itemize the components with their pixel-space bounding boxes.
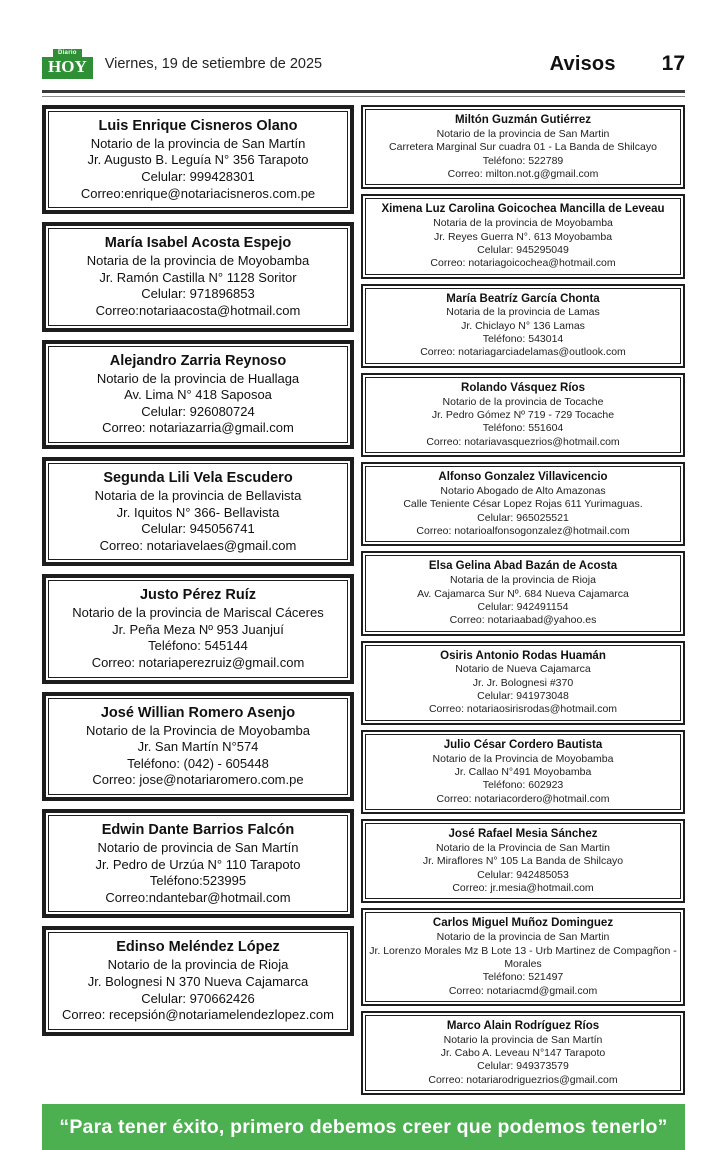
notice-line: Celular: 926080724 [141,403,255,419]
notice-line: Celular: 945295049 [477,243,569,256]
notice-line: Notario de la provincia de San Martin [436,931,610,944]
notary-notice-box [361,1011,685,1095]
notice-content [48,932,348,1029]
notice-content [48,228,348,325]
notice-line: Notario de la provincia de San Martin [436,127,610,140]
notice-content [48,698,348,795]
notice-line: Celular: 942491154 [477,600,569,613]
page-number: 17 [661,52,685,75]
header-rule [42,90,685,97]
notice-content [365,823,681,899]
notice-line: Notario Abogado de Alto Amazonas [440,484,606,497]
notice-line: Notario de la provincia de San Martín [90,135,306,151]
notice-line: Teléfono:523995 [149,873,247,889]
notary-name: María Isabel Acosta Espejo [104,235,292,252]
notice-line: Jr. Pedro de Urzúa N° 110 Tarapoto [95,856,301,872]
notice-line: Correo: milton.not.g@gmail.com [447,167,599,180]
notary-notice-box [42,926,354,1035]
notice-content [365,645,681,721]
notary-notice-box [361,730,685,814]
notary-notice-box [42,340,354,449]
notice-content [365,555,681,631]
notice-line: Notario de la Provincia de Moyobamba [85,722,310,738]
notary-name: Ximena Luz Carolina Goicochea Mancilla de Leveau [381,203,665,216]
notary-name: José Willian Romero Asenjo [100,704,296,721]
notices-area [42,105,685,1095]
notice-line: Notario de Nueva Cajamarca [455,663,591,676]
notary-name: Segunda Lili Vela Escudero [103,470,293,487]
notice-line: Jr. Jr. Bolognesi #370 [472,676,574,689]
notice-line: Jr. Bolognesi N 370 Nueva Cajamarca [87,973,309,989]
notary-name: Alejandro Zarria Reynoso [109,352,287,369]
notice-line: Teléfono: (042) - 605448 [127,755,269,771]
notice-content [365,734,681,810]
notice-line: Jr. Cabo A. Leveau N°147 Tarapoto [440,1047,606,1060]
edition-date: Viernes, 19 de setiembre de 2025 [104,56,323,72]
notice-line: Correo: notariagoicochea@hotmail.com [430,257,616,270]
masthead [42,44,685,84]
notice-line: Notario la provincia de San Martín [443,1033,603,1046]
logo-hoy-label: HOY [42,57,93,79]
notary-name: Elsa Gelina Abad Bazán de Acosta [428,560,618,573]
notary-name: Alfonso Gonzalez Villavicencio [438,471,608,483]
notice-line: Correo: notariarodriguezrios@gmail.com [428,1073,618,1086]
notice-line: Celular: 942485053 [477,868,569,881]
notice-line: Teléfono: 545144 [148,638,248,654]
notice-line: Correo: jose@notariaromero.com.pe [92,772,304,788]
notary-name: Edinso Meléndez López [116,939,280,956]
notary-notice-box [361,819,685,903]
notice-line: Notaria de la provincia de Bellavista [94,487,302,503]
notice-line: Correo: notarioalfonsogonzalez@hotmail.com [416,524,630,537]
notary-notice-box [361,551,685,635]
notary-name: Luis Enrique Cisneros Olano [98,118,298,134]
notice-line: Correo:ndantebar@hotmail.com [105,889,291,905]
notary-notice-box [42,457,354,566]
notary-notice-box [361,908,685,1006]
notice-line: Jr. Chiclayo N° 136 Lamas [461,319,585,332]
notice-line: Carretera Marginal Sur cuadra 01 - La Banda de Shilcayo [389,141,657,154]
notice-content [48,346,348,443]
notice-line: Notario de la Provincia de San Martin [436,841,610,854]
notary-notice-box [361,194,685,278]
notary-notice-box [42,222,354,331]
notice-content [365,198,681,274]
notice-line: Jr. Miraflores N° 105 La Banda de Shilcayo [422,855,624,868]
notice-line: Correo: notariacmd@gmail.com [448,984,598,997]
notice-line: Correo: notariagarciadelamas@outlook.com [420,346,626,359]
notice-content [365,1015,681,1091]
notice-content [48,815,348,912]
left-column [42,105,354,1036]
notice-content [365,466,681,542]
notice-line: Correo: notariaosirisrodas@hotmail.com [428,703,618,716]
notice-line: Correo: notariaabad@yahoo.es [449,614,597,627]
notary-name: Marco Alain Rodríguez Ríos [446,1019,600,1032]
notice-line: Notario de la provincia de Tocache [442,395,604,408]
notice-content [365,288,681,364]
notice-line: Jr. Peña Meza Nº 953 Juanjuí [112,621,284,637]
notice-line: Teléfono: 522789 [482,154,564,167]
notice-line: Teléfono: 543014 [482,333,564,346]
notice-line: Teléfono: 551604 [482,422,564,435]
notice-line: Celular: 949373579 [477,1060,569,1073]
notary-name: Edwin Dante Barrios Falcón [101,822,295,839]
notice-line: Notaria de la provincia de Lamas [446,306,600,319]
notice-line: Celular: 999428301 [141,169,255,185]
notary-name: Julio César Cordero Bautista [443,738,603,751]
notice-line: Correo: notariavelaes@gmail.com [99,537,297,553]
notary-name: Rolando Vásquez Ríos [461,381,585,394]
notice-line: Correo: notariacordero@hotmail.com [436,792,610,805]
notice-line: Jr. Augusto B. Leguía N° 356 Tarapoto [87,152,309,168]
notice-line: Correo: jr.mesia@hotmail.com [452,881,594,894]
notice-content [365,377,681,453]
notice-content [48,580,348,677]
notice-line: Av. Cajamarca Sur Nº. 684 Nueva Cajamarca [417,587,629,600]
right-column [361,105,685,1095]
notary-notice-box [42,809,354,918]
notice-line: Jr. Pedro Gómez Nº 719 - 729 Tocache [431,409,615,422]
notice-line: Teléfono: 521497 [482,971,564,984]
notice-line: Jr. Reyes Guerra N°. 613 Moyobamba [433,230,613,243]
notice-line: Celular: 965025521 [477,511,569,524]
notary-notice-box [361,373,685,457]
notice-line: Notario de la provincia de Huallaga [96,370,300,386]
notice-line: Jr. Iquitos N° 366- Bellavista [116,504,280,520]
logo-diario-label: Diario [53,49,82,57]
notice-line: Correo: recepsión@notariamelendezlopez.com [62,1007,334,1023]
masthead-right [550,52,685,76]
notary-name: Justo Pérez Ruíz [139,587,257,604]
notice-content [48,463,348,560]
notice-line: Notaria de la provincia de Moyobamba [86,253,310,269]
notice-line: Calle Teniente César Lopez Rojas 611 Yurimaguas. [403,498,643,511]
notice-line: Notario de la Provincia de Moyobamba [432,752,614,765]
notice-content [365,109,681,185]
notice-line: Celular: 971896853 [141,286,255,302]
notary-notice-box [361,105,685,189]
quote-text: “Para tener éxito, primero debemos creer que podemos tenerlo” [59,1115,668,1138]
notice-line: Celular: 970662426 [141,990,255,1006]
notary-notice-box [361,284,685,368]
notice-line: Notario de provincia de San Martín [97,839,299,855]
notice-line: Correo:enrique@notariacisneros.com.pe [80,185,316,201]
notice-line: Jr. San Martín N°574 [137,739,259,755]
notice-content [365,912,681,1002]
notice-line: Correo: notariaperezruiz@gmail.com [91,655,305,671]
notice-content [48,111,348,208]
notice-line: Teléfono: 602923 [482,779,564,792]
notary-name: Miltón Guzmán Gutiérrez [454,114,592,126]
notice-line: Celular: 945056741 [141,521,255,537]
notice-line: Correo: notariavasquezrios@hotmail.com [426,435,620,448]
notice-line: Jr. Callao N°491 Moyobamba [454,766,592,779]
notary-notice-box [42,574,354,683]
notice-line: Jr. Lorenzo Morales Mz B Lote 13 - Urb Martinez de Compagñon - Morales [369,944,677,970]
notary-notice-box [361,462,685,546]
notary-name: Carlos Miguel Muñoz Dominguez [432,917,614,930]
notice-line: Notario de la provincia de Mariscal Cáceres [72,605,324,621]
notary-name: María Beatríz García Chonta [446,292,600,305]
notice-line: Correo:notariaacosta@hotmail.com [95,303,301,319]
notice-line: Notario de la provincia de Rioja [107,957,289,973]
section-title: Avisos [549,53,616,75]
notary-name: Osiris Antonio Rodas Huamán [440,649,606,662]
notice-line: Notaria de la provincia de Moyobamba [433,217,613,230]
notary-notice-box [42,105,354,214]
notice-line: Jr. Ramón Castilla N° 1128 Soritor [99,269,297,285]
notice-line: Celular: 941973048 [477,690,569,703]
notice-line: Av. Lima N° 418 Saposoa [124,387,272,403]
diario-hoy-logo [42,49,93,79]
notary-name: José Rafael Mesia Sánchez [448,828,598,840]
quote-banner [42,1104,685,1150]
notice-line: Correo: notariazarria@gmail.com [102,420,294,436]
notary-notice-box [361,641,685,725]
notice-line: Notaria de la provincia de Rioja [450,574,596,587]
notary-notice-box [42,692,354,801]
